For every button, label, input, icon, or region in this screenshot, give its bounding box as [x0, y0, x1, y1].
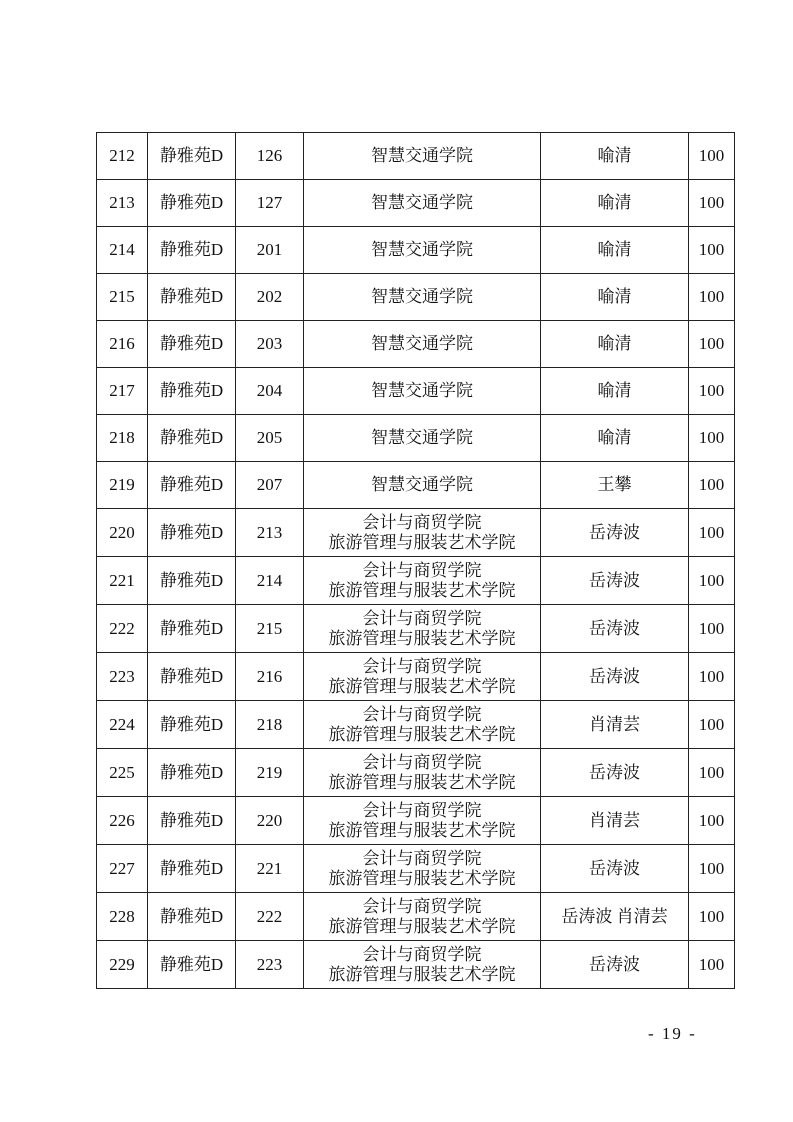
- building-cell: 静雅苑D: [148, 321, 236, 368]
- college-name: 智慧交通学院: [371, 381, 473, 400]
- college-cell: [304, 180, 541, 227]
- score-cell: 100: [689, 893, 735, 941]
- row-number-cell: 218: [97, 415, 148, 462]
- college-name: 智慧交通学院: [371, 475, 473, 494]
- table-row: [97, 701, 735, 749]
- college-name: 会计与商贸学院: [362, 800, 482, 820]
- college-cell: [304, 701, 541, 749]
- college-cell: [304, 941, 541, 989]
- building-cell: 静雅苑D: [148, 605, 236, 653]
- college-cell: [304, 845, 541, 893]
- college-cell: [304, 653, 541, 701]
- college-name: 会计与商贸学院: [362, 704, 482, 724]
- score-cell: 100: [689, 274, 735, 321]
- table-row: [97, 180, 735, 227]
- row-number-cell: 217: [97, 368, 148, 415]
- building-cell: 静雅苑D: [148, 653, 236, 701]
- score-cell: 100: [689, 653, 735, 701]
- table-body: [97, 133, 735, 989]
- room-cell: 216: [236, 653, 304, 701]
- row-number-cell: 225: [97, 749, 148, 797]
- table-row: [97, 749, 735, 797]
- college-cell: [304, 133, 541, 180]
- college-name: 会计与商贸学院: [362, 656, 482, 676]
- table-row: [97, 845, 735, 893]
- college-cell: [304, 462, 541, 509]
- room-cell: 213: [236, 509, 304, 557]
- room-cell: 220: [236, 797, 304, 845]
- room-cell: 201: [236, 227, 304, 274]
- building-cell: 静雅苑D: [148, 368, 236, 415]
- college-name: 会计与商贸学院: [362, 608, 482, 628]
- page-number: - 19 -: [648, 1024, 697, 1043]
- row-number-cell: 226: [97, 797, 148, 845]
- building-cell: 静雅苑D: [148, 509, 236, 557]
- college-cell: [304, 557, 541, 605]
- score-cell: 100: [689, 557, 735, 605]
- building-cell: 静雅苑D: [148, 415, 236, 462]
- person-cell: 岳涛波: [541, 845, 689, 893]
- person-cell: 岳涛波 肖清芸: [541, 893, 689, 941]
- score-cell: 100: [689, 415, 735, 462]
- table-row: [97, 797, 735, 845]
- person-cell: 喻清: [541, 321, 689, 368]
- college-name: 智慧交通学院: [371, 334, 473, 353]
- person-cell: 王攀: [541, 462, 689, 509]
- college-name: 旅游管理与服装艺术学院: [328, 724, 516, 744]
- room-cell: 205: [236, 415, 304, 462]
- room-cell: 203: [236, 321, 304, 368]
- college-name: 旅游管理与服装艺术学院: [328, 820, 516, 840]
- room-cell: 221: [236, 845, 304, 893]
- row-number-cell: 216: [97, 321, 148, 368]
- room-cell: 127: [236, 180, 304, 227]
- college-name: 智慧交通学院: [371, 428, 473, 447]
- table-row: [97, 462, 735, 509]
- row-number-cell: 222: [97, 605, 148, 653]
- room-cell: 223: [236, 941, 304, 989]
- room-cell: 202: [236, 274, 304, 321]
- college-cell: [304, 415, 541, 462]
- person-cell: 喻清: [541, 368, 689, 415]
- college-name: 旅游管理与服装艺术学院: [328, 580, 516, 600]
- college-cell: [304, 605, 541, 653]
- table-row: [97, 893, 735, 941]
- score-cell: 100: [689, 701, 735, 749]
- table-row: [97, 415, 735, 462]
- row-number-cell: 224: [97, 701, 148, 749]
- score-cell: 100: [689, 368, 735, 415]
- person-cell: 喻清: [541, 227, 689, 274]
- college-name: 智慧交通学院: [371, 240, 473, 259]
- score-cell: 100: [689, 509, 735, 557]
- college-name: 会计与商贸学院: [362, 560, 482, 580]
- table-row: [97, 227, 735, 274]
- person-cell: 岳涛波: [541, 749, 689, 797]
- score-cell: 100: [689, 797, 735, 845]
- building-cell: 静雅苑D: [148, 845, 236, 893]
- building-cell: 静雅苑D: [148, 462, 236, 509]
- room-cell: 222: [236, 893, 304, 941]
- person-cell: 喻清: [541, 133, 689, 180]
- row-number-cell: 215: [97, 274, 148, 321]
- row-number-cell: 219: [97, 462, 148, 509]
- college-cell: [304, 749, 541, 797]
- college-name: 旅游管理与服装艺术学院: [328, 916, 516, 936]
- room-cell: 126: [236, 133, 304, 180]
- table-row: [97, 274, 735, 321]
- room-cell: 214: [236, 557, 304, 605]
- score-cell: 100: [689, 227, 735, 274]
- person-cell: 喻清: [541, 180, 689, 227]
- building-cell: 静雅苑D: [148, 701, 236, 749]
- table-row: [97, 321, 735, 368]
- row-number-cell: 227: [97, 845, 148, 893]
- room-cell: 219: [236, 749, 304, 797]
- score-cell: 100: [689, 462, 735, 509]
- row-number-cell: 212: [97, 133, 148, 180]
- row-number-cell: 213: [97, 180, 148, 227]
- college-name: 旅游管理与服装艺术学院: [328, 628, 516, 648]
- room-cell: 218: [236, 701, 304, 749]
- college-name: 旅游管理与服装艺术学院: [328, 868, 516, 888]
- table-row: [97, 368, 735, 415]
- score-cell: 100: [689, 845, 735, 893]
- row-number-cell: 229: [97, 941, 148, 989]
- building-cell: 静雅苑D: [148, 227, 236, 274]
- table-row: [97, 133, 735, 180]
- college-name: 智慧交通学院: [371, 146, 473, 165]
- person-cell: 岳涛波: [541, 605, 689, 653]
- score-cell: 100: [689, 941, 735, 989]
- person-cell: 肖清芸: [541, 701, 689, 749]
- building-cell: 静雅苑D: [148, 797, 236, 845]
- row-number-cell: 214: [97, 227, 148, 274]
- score-cell: 100: [689, 321, 735, 368]
- college-cell: [304, 797, 541, 845]
- college-name: 会计与商贸学院: [362, 752, 482, 772]
- table-row: [97, 941, 735, 989]
- college-cell: [304, 274, 541, 321]
- dormitory-score-table: [96, 132, 735, 989]
- table-row: [97, 605, 735, 653]
- college-name: 旅游管理与服装艺术学院: [328, 964, 516, 984]
- table-row: [97, 557, 735, 605]
- room-cell: 207: [236, 462, 304, 509]
- person-cell: 岳涛波: [541, 557, 689, 605]
- college-cell: [304, 227, 541, 274]
- college-name: 旅游管理与服装艺术学院: [328, 772, 516, 792]
- college-cell: [304, 509, 541, 557]
- college-cell: [304, 368, 541, 415]
- building-cell: 静雅苑D: [148, 557, 236, 605]
- row-number-cell: 223: [97, 653, 148, 701]
- row-number-cell: 221: [97, 557, 148, 605]
- college-name: 会计与商贸学院: [362, 848, 482, 868]
- college-cell: [304, 321, 541, 368]
- college-cell: [304, 893, 541, 941]
- room-cell: 215: [236, 605, 304, 653]
- score-cell: 100: [689, 749, 735, 797]
- score-cell: 100: [689, 605, 735, 653]
- building-cell: 静雅苑D: [148, 941, 236, 989]
- building-cell: 静雅苑D: [148, 180, 236, 227]
- college-name: 旅游管理与服装艺术学院: [328, 532, 516, 552]
- college-name: 会计与商贸学院: [362, 896, 482, 916]
- building-cell: 静雅苑D: [148, 893, 236, 941]
- table-row: [97, 653, 735, 701]
- person-cell: 喻清: [541, 274, 689, 321]
- building-cell: 静雅苑D: [148, 749, 236, 797]
- score-cell: 100: [689, 133, 735, 180]
- score-cell: 100: [689, 180, 735, 227]
- person-cell: 岳涛波: [541, 509, 689, 557]
- room-cell: 204: [236, 368, 304, 415]
- college-name: 旅游管理与服装艺术学院: [328, 676, 516, 696]
- person-cell: 喻清: [541, 415, 689, 462]
- college-name: 会计与商贸学院: [362, 944, 482, 964]
- person-cell: 岳涛波: [541, 941, 689, 989]
- person-cell: 肖清芸: [541, 797, 689, 845]
- building-cell: 静雅苑D: [148, 133, 236, 180]
- college-name: 会计与商贸学院: [362, 512, 482, 532]
- building-cell: 静雅苑D: [148, 274, 236, 321]
- table-row: [97, 509, 735, 557]
- row-number-cell: 228: [97, 893, 148, 941]
- row-number-cell: 220: [97, 509, 148, 557]
- person-cell: 岳涛波: [541, 653, 689, 701]
- college-name: 智慧交通学院: [371, 193, 473, 212]
- college-name: 智慧交通学院: [371, 287, 473, 306]
